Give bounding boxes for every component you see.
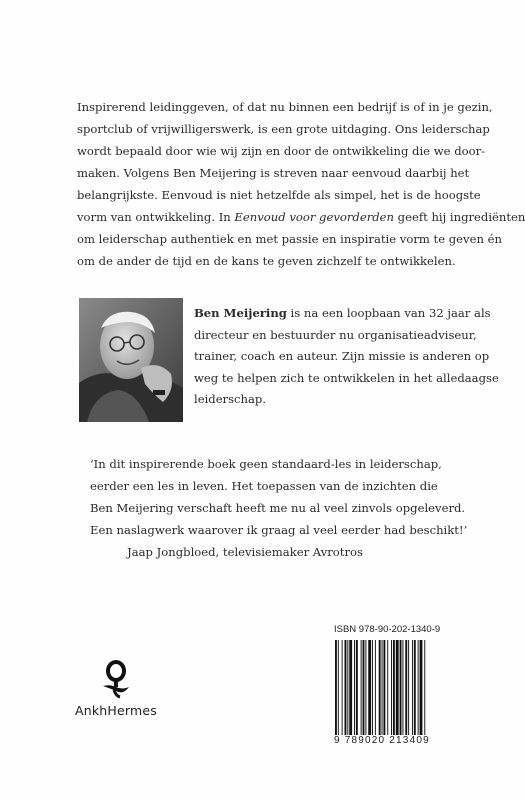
barcode-bar	[338, 640, 339, 735]
quote-line: Een naslagwerk waarover ik graag al veel eerder had beschikt!’	[90, 523, 468, 537]
barcode-bar	[375, 640, 376, 735]
blurb-line: Inspirerend leidinggeven, of dat nu binnen een bedrijf is of in je gezin,	[77, 100, 493, 114]
blurb-line: om leiderschap authentiek en met passie en inspiratie vorm te geven én	[77, 232, 502, 246]
back-cover-blurb	[77, 96, 525, 272]
barcode-bar	[408, 640, 409, 735]
barcode-bar	[347, 640, 348, 735]
barcode-bar	[391, 640, 392, 735]
barcode-bar	[412, 640, 413, 735]
barcode-bar	[402, 640, 403, 735]
blurb-line: sportclub of vrijwilligerswerk, is een grote uitdaging. Ons leiderschap	[77, 122, 490, 136]
author-bio	[194, 303, 499, 411]
barcode-bar	[365, 640, 366, 735]
barcode-bar	[383, 640, 385, 735]
bio-line: weg te helpen zich te ontwikkelen in het alledaagse	[194, 370, 499, 385]
barcode-bar	[414, 640, 416, 735]
author-name: Ben Meijering	[194, 306, 287, 320]
barcode-bar	[354, 640, 355, 735]
quote-line: eerder een les in leven. Het toepassen van de inzichten die	[90, 479, 438, 493]
barcode-bar	[368, 640, 371, 735]
author-photo	[79, 298, 183, 422]
bio-line: directeur en bestuurder nu organisatieadviseur,	[194, 327, 477, 342]
barcode-bar	[363, 640, 365, 735]
blurb-text: geeft hij ingrediënten	[393, 210, 525, 224]
barcode-bar	[420, 640, 423, 735]
barcode-bar	[342, 640, 343, 735]
blurb-line	[77, 206, 525, 228]
barcode-bar	[361, 640, 362, 735]
isbn-barcode	[335, 640, 445, 735]
blurb-line: wordt bepaald door wie wij zijn en door de ontwikkeling die we door-	[77, 144, 486, 158]
publisher-name: AnkhHermes	[75, 703, 158, 718]
barcode-bar	[387, 640, 388, 735]
quote-line: Ben Meijering verschaft heeft me nu al veel zinvols opgeleverd.	[90, 501, 466, 515]
book-title: Eenvoud voor gevorderden	[234, 210, 394, 224]
barcode-digits: 9 789020 213409	[334, 735, 430, 746]
barcode-bar	[349, 640, 352, 735]
bio-line: trainer, coach en auteur. Zijn missie is anderen op	[194, 349, 490, 363]
barcode-bar	[382, 640, 383, 735]
endorsement-quote	[90, 453, 468, 563]
bio-text: is na een loopbaan van 32 jaar als	[286, 306, 491, 320]
blurb-line: maken. Volgens Ben Meijering is streven naar eenvoud daarbij het	[77, 166, 470, 180]
barcode-bar	[372, 640, 373, 735]
barcode-bar	[345, 640, 347, 735]
barcode-bar	[379, 640, 381, 735]
blurb-line: om de ander de tijd en de kans te geven zichzelf te ontwikkelen.	[77, 254, 456, 268]
bio-line	[194, 303, 491, 325]
author-portrait-image	[79, 298, 183, 422]
barcode-bar	[424, 640, 425, 735]
quote-line: ‘In dit inspirerende boek geen standaard-les in leiderschap,	[90, 457, 442, 471]
barcode-bar	[396, 640, 399, 735]
barcode-bar	[356, 640, 358, 735]
quote-attribution: Jaap Jongbloed, televisiemaker Avrotros	[127, 545, 363, 559]
isbn-label: ISBN 978-90-202-1340-9	[334, 624, 441, 635]
barcode-bar	[418, 640, 419, 735]
barcode-bar	[335, 640, 337, 735]
blurb-text: vorm van ontwikkeling. In	[77, 210, 235, 224]
barcode-bar	[400, 640, 402, 735]
blurb-line: belangrijkste. Eenvoud is niet hetzelfde als simpel, het is de hoogste	[77, 188, 481, 202]
bio-line: leiderschap.	[194, 392, 267, 406]
ankhhermes-logo-icon	[101, 660, 131, 698]
barcode-bar	[393, 640, 395, 735]
barcode-bar	[405, 640, 407, 735]
